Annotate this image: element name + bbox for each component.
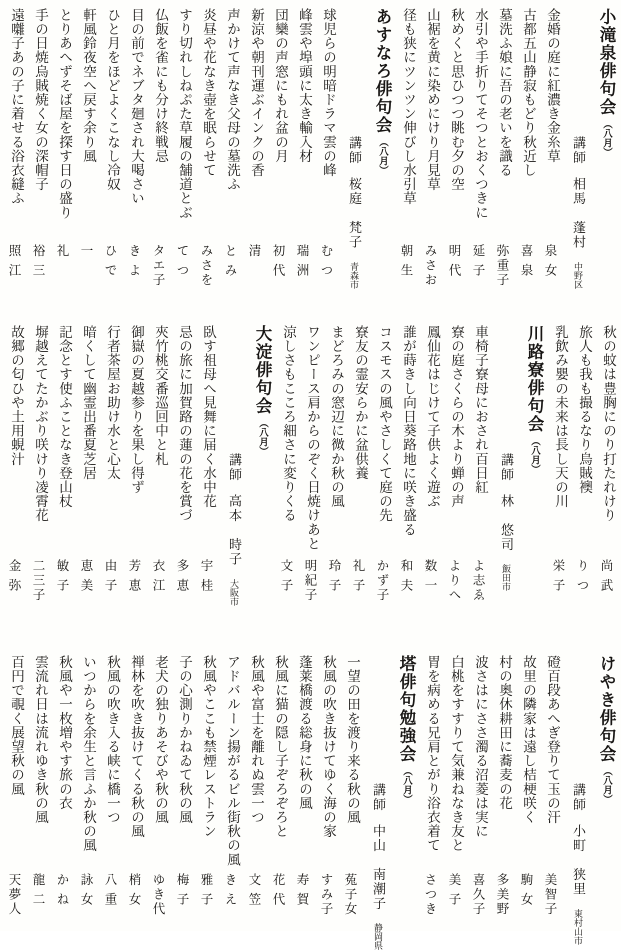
poem-column (98, 325, 122, 655)
poem-text: 百円で覗く展望秋の風 (9, 655, 24, 796)
poem-text: 子の心測りかねゐて秋の風 (177, 655, 192, 825)
poem-text: まどろみの窓辺に微か秋の風 (329, 325, 344, 509)
poem-author: 文 子 (279, 559, 293, 594)
poem-column (26, 8, 50, 325)
poem-author: 宇 桂 (199, 559, 213, 594)
poem-author: 礼 子 (351, 559, 365, 594)
section-title-column (588, 8, 618, 325)
poem-column (418, 8, 442, 325)
poem-text: 誰が蒔きし向日葵路地に咲き盛る (401, 325, 416, 537)
poem-text: 磴百段あへぎ登りて玉の汗 (545, 655, 560, 825)
poem-text: 峰雲や埠頭に太き輸入材 (297, 8, 312, 164)
lecturer-label: 講師 (571, 783, 586, 812)
poem-column (122, 655, 146, 931)
poem-text: 径も狭にツンツン伸びし水引草 (401, 8, 416, 206)
poem-author: よりへ (447, 559, 461, 603)
poem-text: 臥す祖母へ見舞に届く水中花 (201, 325, 216, 509)
poem-text: ワンピース肩からのぞく日焼けあと (305, 325, 320, 551)
poem-column (218, 655, 242, 931)
poem-author: 八 重 (103, 873, 117, 908)
poem-text: 手の日焼烏賊焼く女の深帽子 (33, 8, 48, 192)
poem-author: 数 一 (423, 559, 437, 594)
poem-column (490, 655, 514, 931)
poem-author: 喜 泉 (519, 244, 533, 279)
poem-text: いつからを余生と言ふか秋の風 (81, 655, 96, 853)
poem-text: 秋風やここも禁煙レストラン (201, 655, 216, 839)
poem-column (242, 655, 266, 931)
poem-column (2, 325, 26, 655)
poem-author: 二三子 (31, 559, 45, 603)
poem-author: 礼 (55, 244, 69, 259)
poem-column (314, 655, 338, 931)
poem-text: 乳飲み嬰の未来は長し天の川 (553, 325, 568, 509)
poem-author: 雅 子 (199, 873, 213, 908)
section-title: あすなろ俳句会 (373, 8, 392, 134)
poem-author: ゆき代 (151, 873, 165, 917)
poem-column (98, 655, 122, 931)
poem-text: すり切れしねぷた草履の舗道とぶ (177, 8, 192, 220)
poem-author: みさを (199, 244, 213, 288)
poem-column (50, 8, 74, 325)
poem-column (442, 325, 466, 655)
poem-text: 記念とす使ふことなき登山杖 (57, 325, 72, 509)
poem-author: 延 子 (471, 244, 485, 279)
poem-text: とりあへずそば屋を探す日の盛り (57, 8, 72, 220)
poem-text: 鳳仙花はじけて子供よく遊ぶ (425, 325, 440, 509)
section-title-column (244, 325, 274, 655)
poem-column (122, 8, 146, 325)
poem-column (122, 325, 146, 655)
section-title-column (388, 655, 418, 931)
poem-text: 故里の隣家は遠し桔梗咲く (521, 655, 536, 825)
poem-text: 仏飯を雀にも分け終戦忌 (153, 8, 168, 164)
poem-author: 敏 子 (55, 559, 69, 594)
poem-column (266, 8, 290, 325)
poem-text: 軒風鈴夜空へ戻す余り風 (81, 8, 96, 164)
poem-column (570, 325, 594, 655)
poem-column (242, 8, 266, 325)
poem-column (2, 8, 26, 325)
poem-text: 水引や手折りてそつとおくつきに (473, 8, 488, 220)
lecturer-label: 講師 (371, 783, 386, 812)
lecturer-label: 講師 (499, 453, 514, 482)
section-title-column (588, 655, 618, 931)
lecturer-label: 講師 (571, 136, 586, 165)
poem-column (218, 8, 242, 325)
poem-text: 新涼や朝刊運ぶインクの香 (249, 8, 264, 178)
section-month-label: （八月） (601, 119, 611, 157)
poem-author: タエ子 (151, 244, 165, 288)
poem-column (170, 325, 194, 655)
poem-author: すみ子 (319, 873, 333, 917)
poem-text: 旅人も我も撮るなり烏賊襖 (577, 325, 592, 495)
poem-column (74, 8, 98, 325)
poem-column (538, 655, 562, 931)
poem-author: かず子 (375, 559, 389, 603)
lecturer-column (562, 655, 588, 945)
poem-author: 照 江 (7, 244, 21, 279)
poem-author: さつき (423, 873, 437, 917)
poem-column (74, 655, 98, 931)
poem-author: 裕 三 (31, 244, 45, 279)
poem-author: と み (223, 244, 237, 279)
poem-column (146, 655, 170, 931)
poem-column (394, 8, 418, 325)
poem-author: 弥重子 (495, 244, 509, 288)
poem-column (514, 655, 538, 931)
section-title: 塔俳句勉強会 (397, 655, 416, 763)
poem-author: む つ (319, 244, 333, 279)
lecturer-column (338, 8, 364, 325)
poem-text: 寮友の霊安らかに盆供養 (353, 325, 368, 481)
poem-author: 由 子 (103, 559, 117, 594)
section-month-label: （八月） (377, 137, 387, 175)
poem-text: 故郷の匂ひや土用蜆汁 (9, 325, 24, 466)
poem-text: 山裾を黄に染めにけり月見草 (425, 8, 440, 192)
poem-text: 波さはにささ濁る沼菱は実に (473, 655, 488, 839)
poem-text: ひと月をほどよくこなし冷奴 (105, 8, 120, 192)
poem-text: 墓洗ふ娘に吾の老いを識る (497, 8, 512, 178)
lecturer-name: 中山 南潮子 (371, 824, 386, 911)
poem-text: 球児らの明暗ドラマ雲の峰 (321, 8, 336, 178)
section-title: けやき俳句会 (597, 655, 616, 763)
poem-author: 詠 女 (79, 873, 93, 908)
poem-column (514, 8, 538, 325)
city-label: 飯田市 (501, 564, 511, 591)
poem-author: 花 代 (271, 873, 285, 908)
lecturer-name: 林 悠司 (499, 494, 514, 552)
section-month-label: （八月） (529, 436, 539, 474)
section-month-label: （八月） (601, 766, 611, 804)
poem-author: 喜久子 (471, 873, 485, 917)
poem-author: 明紀子 (303, 559, 317, 603)
section-title-column (516, 325, 546, 655)
poem-author: 美智子 (543, 873, 557, 917)
poem-text: 炎昼や花なき壺を眠らせて (201, 8, 216, 178)
poem-author: 寿 賀 (295, 873, 309, 908)
poem-text: 塀越えてたかぶり咲けり凌霄花 (33, 325, 48, 523)
poem-column (298, 325, 322, 655)
poem-column (98, 8, 122, 325)
poem-column (290, 8, 314, 325)
poem-author: 泉 女 (543, 244, 557, 279)
city-label: 大阪市 (229, 578, 239, 606)
poem-author: 美 子 (447, 873, 461, 908)
poem-text: 遠囃子あの子に着せる浴衣縫ふ (9, 8, 24, 206)
poem-column (74, 325, 98, 655)
section-title: 川路寮俳句会 (525, 325, 544, 433)
poem-author: て つ (175, 244, 189, 279)
poem-column (418, 325, 442, 655)
poem-author: 菟子女 (343, 873, 357, 917)
lecturer-column (362, 655, 388, 950)
poem-text: 秋風に猫の隠し子ぞろぞろと (273, 655, 288, 839)
poem-text: 蓬莱橋渡る総身に秋の風 (297, 655, 312, 811)
poem-column (26, 655, 50, 931)
poem-column (50, 655, 74, 931)
lecturer-name: 相馬 蓬村 (571, 177, 586, 250)
poem-author: 恵 美 (79, 559, 93, 594)
poem-author: 朝 生 (399, 244, 413, 279)
poem-author: 栄 子 (551, 559, 565, 594)
poem-column (194, 325, 218, 655)
lecturer-column (490, 325, 516, 655)
poem-text: 禅林を吹き抜けてくる秋の風 (129, 655, 144, 839)
city-label: 青森市 (349, 261, 359, 289)
poem-column (194, 655, 218, 931)
section-month-label: （八月） (257, 418, 267, 456)
poem-column (442, 8, 466, 325)
poem-column (338, 655, 362, 931)
section-title: 大淀俳句会 (253, 325, 272, 415)
poem-column (146, 8, 170, 325)
poem-text: 秋風や富士を離れぬ雲一つ (249, 655, 264, 825)
poem-author: 多美野 (495, 873, 509, 917)
poem-author: 初 代 (271, 244, 285, 279)
poem-author: 清 (247, 244, 261, 259)
poem-column (466, 8, 490, 325)
poem-text: 寮の庭さくらの木より蝉の声 (449, 325, 464, 509)
poem-author: 天夢人 (7, 873, 21, 917)
poem-text: 行者茶屋お助け水と心太 (105, 325, 120, 481)
poem-column (170, 655, 194, 931)
poem-text: 白桃をすすりて気兼ねなき友と (449, 655, 464, 853)
poem-text: 村の奥休耕田に蕎麦の花 (497, 655, 512, 811)
poem-column (546, 325, 570, 655)
poem-text: 車椅子寮母におされ百日紅 (473, 325, 488, 495)
poem-column (490, 8, 514, 325)
poem-text: 声かけて声なき父母の墓洗ふ (225, 8, 240, 192)
poem-column (538, 8, 562, 325)
poem-text: 忌の旅に加賀路の蓮の花を賞づ (177, 325, 192, 523)
poem-text: コスモスの風やさしくて庭の先 (377, 325, 392, 523)
poem-text: 金婚の庭に紅濃き金糸草 (545, 8, 560, 164)
poem-author: き よ (127, 244, 141, 279)
poem-text: 秋めくと思ひつつ眺む夕の空 (449, 8, 464, 192)
poem-author: 文 笠 (247, 873, 261, 908)
poem-text: 御嶽の夏越参りを果し得ず (129, 325, 144, 495)
lecturer-label: 講師 (227, 453, 242, 482)
poem-text: 古都五山静寂もどり秋近し (521, 8, 536, 178)
poem-author: 衣 江 (151, 559, 165, 594)
city-label: 中野区 (573, 261, 583, 289)
poem-author: 明 代 (447, 244, 461, 279)
poem-text: 夾竹桃交番巡回中と札 (153, 325, 168, 466)
poem-column (346, 325, 370, 655)
poem-column (314, 8, 338, 325)
poem-text: 団欒の声窓にもれ盆の月 (273, 8, 288, 164)
poem-author: 一 (79, 244, 93, 259)
poem-column (370, 325, 394, 655)
poem-column (594, 325, 618, 655)
poem-author: 芳 恵 (127, 559, 141, 594)
poem-author: 金 弥 (7, 559, 21, 594)
poem-author: 尚 武 (599, 559, 613, 594)
lecturer-column (562, 8, 588, 325)
poem-column (50, 325, 74, 655)
poem-author: 多 恵 (175, 559, 189, 594)
section-title: 小滝泉俳句会 (597, 8, 616, 116)
poem-column (322, 325, 346, 655)
poem-text: 暗くして幽霊出番夏芝居 (81, 325, 96, 481)
poem-column (146, 325, 170, 655)
poem-text: アドバルーン揚がるビル街秋の風 (225, 655, 240, 867)
lecturer-name: 高本 時子 (227, 494, 242, 567)
poem-column (274, 325, 298, 655)
city-label: 東村山市 (573, 908, 583, 945)
section-title-column (364, 8, 394, 325)
poem-text: 老犬の独りあそびや秋の風 (153, 655, 168, 825)
poem-text: 涼しさもこころ細さに変りくる (281, 325, 296, 523)
lecturer-column (218, 325, 244, 655)
poem-column (290, 655, 314, 931)
poem-text: 秋風の吹き入る峡に橋一つ (105, 655, 120, 825)
poem-author: り つ (575, 559, 589, 594)
poem-column (466, 655, 490, 931)
poem-column (266, 655, 290, 931)
poem-author: 瑞 洲 (295, 244, 309, 279)
poem-column (170, 8, 194, 325)
poem-author: き え (223, 873, 237, 908)
poem-author: よ志ゑ (471, 559, 485, 603)
poem-column (2, 655, 26, 931)
poem-author: 駒 女 (519, 873, 533, 908)
page-band-middle (3, 325, 618, 655)
poem-text: 胃を病める兄肩とがり浴衣着て (425, 655, 440, 853)
poem-column (26, 325, 50, 655)
poem-text: 秋風や一枚増やす旅の衣 (57, 655, 72, 811)
poem-text: 一望の田を渡り来る秋の風 (345, 655, 360, 825)
poem-author: ひ で (103, 244, 117, 279)
poem-column (394, 325, 418, 655)
page-band-bottom (3, 655, 618, 950)
poem-column (194, 8, 218, 325)
poem-author: 梅 子 (175, 873, 189, 908)
poem-text: 秋の蚊は豊胸にのり打たれけり (601, 325, 616, 523)
poem-column (418, 655, 442, 931)
poem-author: みさお (423, 244, 437, 288)
poem-column (442, 655, 466, 931)
poem-author: か ね (55, 873, 69, 908)
page-band-top (3, 8, 618, 325)
lecturer-label: 講師 (347, 136, 362, 165)
poem-author: 龍 二 (31, 873, 45, 908)
city-label: 静岡県 (373, 923, 383, 950)
poem-text: 雲流れ日は流れゆき秋の風 (33, 655, 48, 825)
lecturer-name: 小町 狭里 (571, 824, 586, 897)
poem-column (466, 325, 490, 655)
section-month-label: （八月） (401, 766, 411, 804)
poem-author: 梢 女 (127, 873, 141, 908)
poem-text: 秋風の吹き抜けてゆく海の家 (321, 655, 336, 839)
poem-author: 和 夫 (399, 559, 413, 594)
lecturer-name: 桜庭 梵子 (347, 177, 362, 250)
poem-author: 玲 子 (327, 559, 341, 594)
poem-text: 目の前でネブタ廻され大喝さい (129, 8, 144, 206)
